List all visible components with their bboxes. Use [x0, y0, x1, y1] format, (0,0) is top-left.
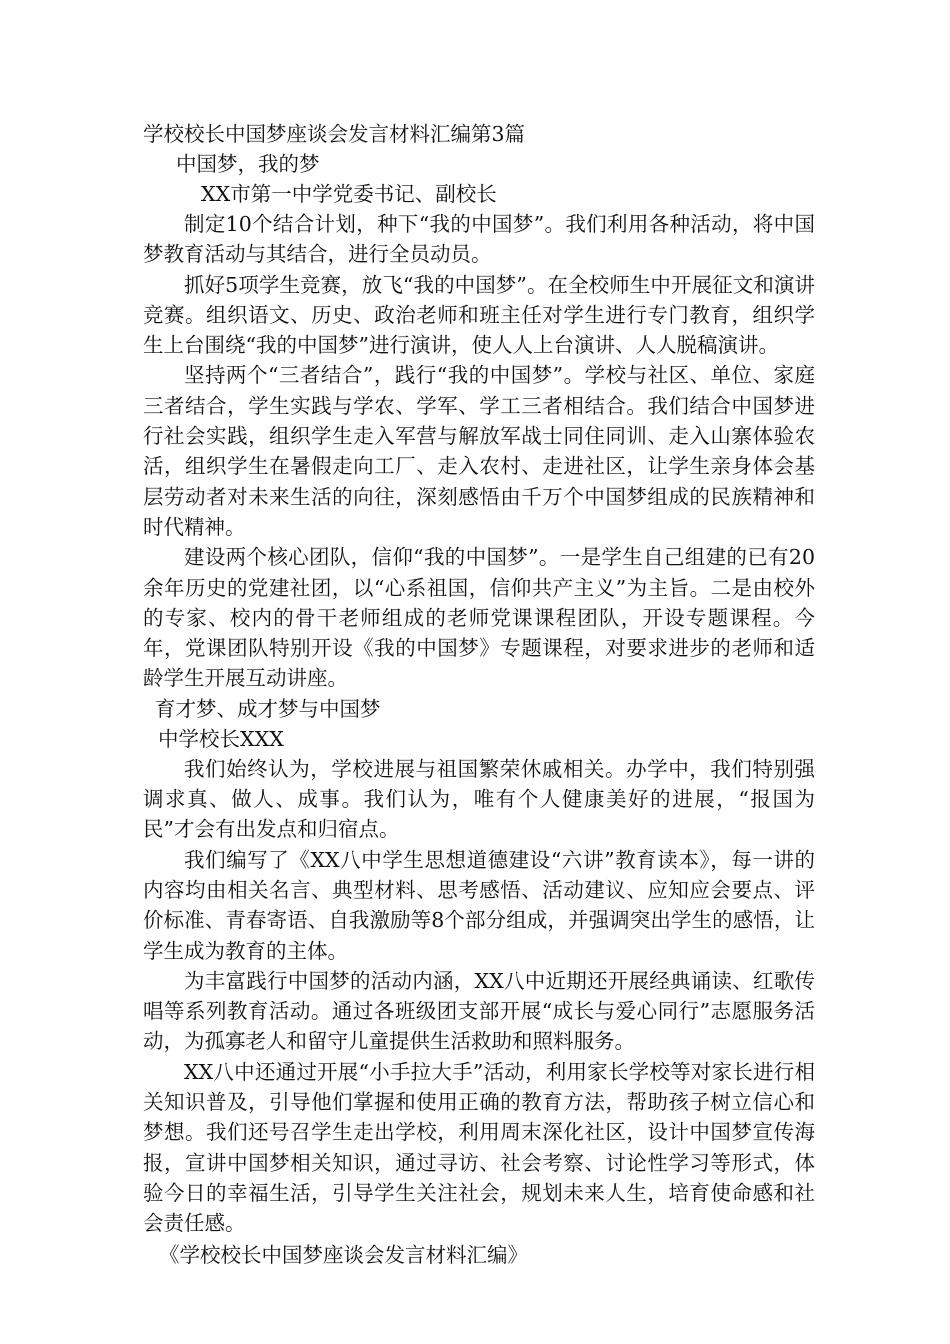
section-heading: 中国梦，我的梦 — [176, 152, 320, 176]
author-line: XX市第一中学党委书记、副校长 — [201, 182, 497, 206]
paragraph: 制定10个结合计划，种下“我的中国梦”。我们利用各种活动，将中国梦教育活动与其结合，进行全员动员。 — [143, 212, 815, 267]
author-line: 中学校长XXX — [158, 726, 284, 751]
document-title: 学校校长中国梦座谈会发言材料汇编第3篇 — [143, 122, 526, 146]
paragraph: 我们始终认为，学校进展与祖国繁荣休戚相关。办学中，我们特别强调求真、做人、成事。我们认为，唯有个人健康美好的进展，“报国为民”才会有出发点和归宿点。 — [143, 756, 815, 842]
document-footer: 《学校校长中国梦座谈会发言材料汇编》 — [159, 1242, 528, 1267]
paragraph: 坚持两个“三者结合”，践行“我的中国梦”。学校与社区、单位、家庭三者结合，学生实践与学农、学军、学工三者相结合。我们结合中国梦进行社会实践，组织学生走入军营与解放军战士同住同训、走入山寨体验农活，组织学生在暑假走向工厂、走入农村、走进社区，让学生亲身体会基层劳动者对未来生活的向往，深刻感悟由千万个中国梦组成的民族精神和时代精神。 — [143, 363, 815, 539]
paragraph: XX八中还通过开展“小手拉大手”活动，利用家长学校等对家长进行相关知识普及，引导他们掌握和使用正确的教育方法，帮助孩子树立信心和梦想。我们还号召学生走出学校，利用周末深化社区，设计中国梦宣传海报，宣讲中国梦相关知识，通过寻访、社会考察、讨论性学习等形式，体验今日的幸福生活，引导学生关注社会，规划未来人生，培育使命感和社会责任感。 — [143, 1059, 815, 1236]
document-page — [143, 119, 815, 1270]
section-heading: 育才梦、成才梦与中国梦 — [155, 696, 381, 721]
paragraph: 建设两个核心团队，信仰“我的中国梦”。一是学生自己组建的已有20余年历史的党建社团，以“心系祖国，信仰共产主义”为主旨。二是由校外的专家、校内的骨干老师组成的老师党课课程团队，开设专题课程。今年，党课团队特别开设《我的中国梦》专题课程，对要求进步的老师和适龄学生开展互动讲座。 — [143, 545, 815, 691]
paragraph: 我们编写了《XX八中学生思想道德建设“六讲”教育读本》，每一讲的内容均由相关名言、典型材料、思考感悟、活动建议、应知应会要点、评价标准、青春寄语、自我激励等8个部分组成，并强调突出学生的感悟，让学生成为教育的主体。 — [143, 847, 815, 963]
paragraph: 为丰富践行中国梦的活动内涵，XX八中近期还开展经典诵读、红歌传唱等系列教育活动。通过各班级团支部开展“成长与爱心同行”志愿服务活动，为孤寡老人和留守儿童提供生活救助和照料服务。 — [143, 968, 815, 1054]
paragraph: 抓好5项学生竞赛，放飞“我的中国梦”。在全校师生中开展征文和演讲竞赛。组织语文、历史、政治老师和班主任对学生进行专门教育，组织学生上台围绕“我的中国梦”进行演讲，使人人上台演讲、人人脱稿演讲。 — [143, 272, 815, 358]
